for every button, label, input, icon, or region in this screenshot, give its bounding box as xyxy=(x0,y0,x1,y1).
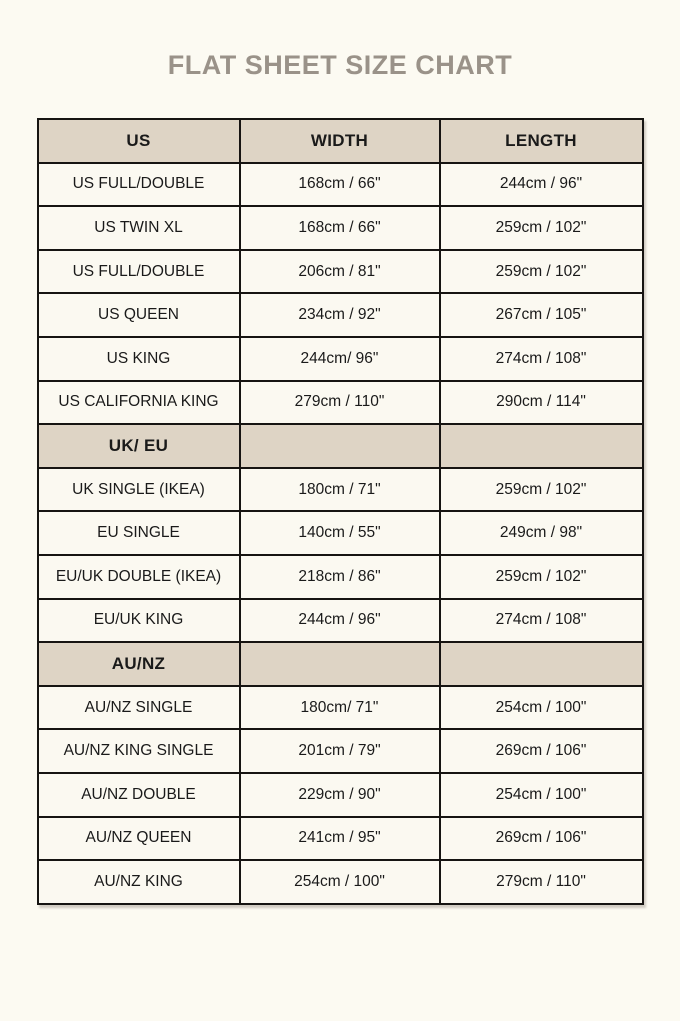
table-cell: 206cm / 81" xyxy=(240,250,440,294)
header-cell: WIDTH xyxy=(240,119,440,163)
table-cell: 168cm / 66" xyxy=(240,163,440,207)
table-cell: 180cm/ 71" xyxy=(240,686,440,730)
table-cell: 229cm / 90" xyxy=(240,773,440,817)
table-row xyxy=(38,773,643,817)
table-row xyxy=(38,337,643,381)
table-cell: 249cm / 98" xyxy=(440,511,643,555)
table-cell: UK SINGLE (IKEA) xyxy=(38,468,240,512)
table-row xyxy=(38,729,643,773)
table-row xyxy=(38,250,643,294)
table-cell: 259cm / 102" xyxy=(440,250,643,294)
table-cell: 274cm / 108" xyxy=(440,337,643,381)
column-header-row xyxy=(38,119,643,163)
table-cell: AU/NZ DOUBLE xyxy=(38,773,240,817)
table-cell: US FULL/DOUBLE xyxy=(38,163,240,207)
table-cell: 279cm / 110" xyxy=(240,381,440,425)
table-cell: 279cm / 110" xyxy=(440,860,643,904)
table-cell: 269cm / 106" xyxy=(440,729,643,773)
table-cell: 254cm / 100" xyxy=(440,773,643,817)
table-cell: 201cm / 79" xyxy=(240,729,440,773)
table-cell: US QUEEN xyxy=(38,293,240,337)
table-cell: 244cm / 96" xyxy=(240,599,440,643)
header-cell xyxy=(240,424,440,468)
header-cell: US xyxy=(38,119,240,163)
table-cell: 259cm / 102" xyxy=(440,206,643,250)
table-row xyxy=(38,293,643,337)
table-row xyxy=(38,860,643,904)
table-row xyxy=(38,206,643,250)
table-cell: AU/NZ SINGLE xyxy=(38,686,240,730)
table-cell: 267cm / 105" xyxy=(440,293,643,337)
table-cell: US TWIN XL xyxy=(38,206,240,250)
table-cell: US KING xyxy=(38,337,240,381)
table-cell: 241cm / 95" xyxy=(240,817,440,861)
section-header-row xyxy=(38,424,643,468)
table-row xyxy=(38,599,643,643)
table-cell: EU SINGLE xyxy=(38,511,240,555)
table-cell: AU/NZ KING xyxy=(38,860,240,904)
header-cell xyxy=(240,642,440,686)
table-cell: EU/UK DOUBLE (IKEA) xyxy=(38,555,240,599)
table-cell: 244cm/ 96" xyxy=(240,337,440,381)
table-cell: 259cm / 102" xyxy=(440,555,643,599)
table-row xyxy=(38,163,643,207)
table-row xyxy=(38,381,643,425)
header-cell xyxy=(440,642,643,686)
table-cell: US CALIFORNIA KING xyxy=(38,381,240,425)
page-title: FLAT SHEET SIZE CHART xyxy=(167,50,513,80)
table-cell: 254cm / 100" xyxy=(440,686,643,730)
header-cell: UK/ EU xyxy=(38,424,240,468)
table-cell: 180cm / 71" xyxy=(240,468,440,512)
table-row xyxy=(38,555,643,599)
table-cell: 234cm / 92" xyxy=(240,293,440,337)
table-cell: US FULL/DOUBLE xyxy=(38,250,240,294)
size-chart-table-body xyxy=(38,119,643,904)
table-row xyxy=(38,817,643,861)
table-cell: 290cm / 114" xyxy=(440,381,643,425)
table-row xyxy=(38,468,643,512)
table-cell: 254cm / 100" xyxy=(240,860,440,904)
table-row xyxy=(38,686,643,730)
section-header-row xyxy=(38,642,643,686)
table-cell: 244cm / 96" xyxy=(440,163,643,207)
header-cell: LENGTH xyxy=(440,119,643,163)
table-cell: 140cm / 55" xyxy=(240,511,440,555)
table-cell: AU/NZ QUEEN xyxy=(38,817,240,861)
header-cell xyxy=(440,424,643,468)
table-cell: 218cm / 86" xyxy=(240,555,440,599)
table-cell: 269cm / 106" xyxy=(440,817,643,861)
table-cell: AU/NZ KING SINGLE xyxy=(38,729,240,773)
table-cell: 168cm / 66" xyxy=(240,206,440,250)
table-cell: EU/UK KING xyxy=(38,599,240,643)
size-chart-table xyxy=(37,118,644,905)
table-row xyxy=(38,511,643,555)
header-cell: AU/NZ xyxy=(38,642,240,686)
table-cell: 259cm / 102" xyxy=(440,468,643,512)
table-cell: 274cm / 108" xyxy=(440,599,643,643)
